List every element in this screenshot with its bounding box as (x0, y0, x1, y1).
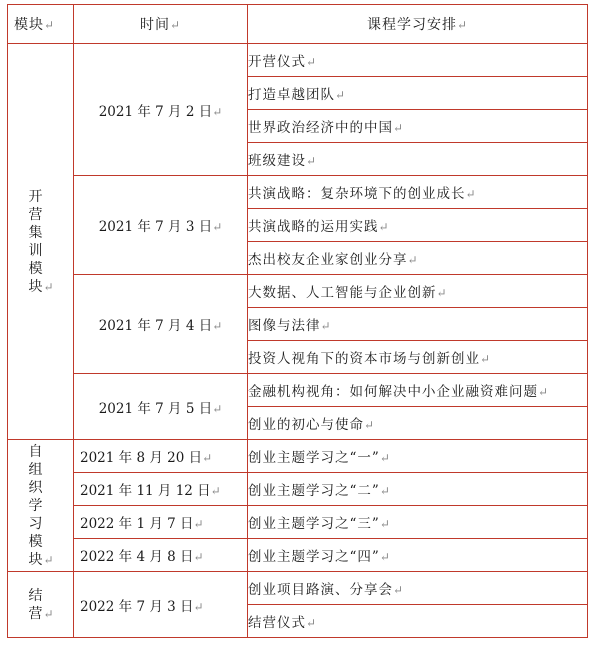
module-label: 开营集训模块 (28, 188, 43, 295)
paragraph-mark: ↵ (480, 352, 492, 366)
table-row (8, 440, 588, 473)
module-label: 自组织学习模块 (28, 443, 43, 568)
course-item-label: 创业主题学习之“三” (248, 516, 380, 532)
date-cell (74, 506, 248, 539)
course-item-label: 开营仪式 (248, 54, 306, 70)
paragraph-mark: ↵ (210, 484, 221, 498)
course-item-cell (248, 473, 588, 506)
date-label: 2022 年 1 月 7 日 (80, 516, 194, 532)
module-cell (8, 44, 74, 440)
paragraph-mark: ↵ (193, 517, 204, 531)
paragraph-mark: ↵ (306, 616, 318, 630)
course-item-label: 创业主题学习之“一” (248, 450, 380, 466)
paragraph-mark: ↵ (306, 154, 318, 168)
header-time (74, 5, 248, 44)
paragraph-mark: ↵ (193, 599, 204, 614)
header-time-label: 时间 (139, 17, 170, 33)
course-item-cell (248, 209, 588, 242)
paragraph-mark: ↵ (393, 121, 405, 135)
paragraph-mark: ↵ (202, 451, 213, 465)
table-row (8, 539, 588, 572)
paragraph-mark: ↵ (306, 55, 318, 69)
schedule-body (8, 44, 588, 638)
course-schedule-table (7, 4, 588, 638)
paragraph-mark: ↵ (364, 418, 376, 432)
course-item-label: 创业主题学习之“四” (248, 549, 380, 565)
date-cell (74, 176, 248, 275)
course-item-label: 投资人视角下的资本市场与创新创业 (248, 351, 480, 367)
course-item-label: 共演战略的运用实践 (248, 219, 379, 235)
table-row (8, 572, 588, 605)
paragraph-mark: ↵ (212, 104, 223, 119)
table-row (8, 374, 588, 407)
header-module (8, 5, 74, 44)
course-item-cell (248, 77, 588, 110)
paragraph-mark: ↵ (436, 286, 448, 300)
paragraph-mark: ↵ (379, 550, 391, 564)
paragraph-mark: ↵ (379, 451, 391, 465)
paragraph-mark: ↵ (465, 187, 477, 201)
date-label: 2022 年 7 月 3 日 (80, 598, 194, 615)
course-item-cell (248, 407, 588, 440)
module-cell (8, 440, 74, 572)
header-arrangement (248, 5, 588, 44)
date-label: 2021 年 7 月 5 日 (98, 400, 213, 417)
paragraph-mark: ↵ (393, 583, 405, 597)
date-label: 2022 年 4 月 8 日 (80, 549, 194, 565)
paragraph-mark: ↵ (43, 279, 54, 294)
paragraph-mark: ↵ (212, 220, 223, 234)
date-label: 2021 年 7 月 4 日 (98, 318, 213, 334)
course-item-label: 大数据、人工智能与企业创新 (248, 285, 437, 301)
paragraph-mark: ↵ (407, 253, 419, 267)
course-item-cell (248, 341, 588, 374)
course-item-label: 创业的初心与使命 (248, 417, 364, 433)
course-item-label: 班级建设 (248, 153, 306, 169)
date-cell (74, 473, 248, 506)
module-cell (8, 572, 74, 638)
paragraph-mark: ↵ (456, 18, 469, 32)
table-row (8, 473, 588, 506)
paragraph-mark: ↵ (538, 385, 550, 399)
course-item-label: 结营仪式 (248, 615, 306, 631)
header-module-label: 模块 (14, 17, 44, 33)
course-item-cell (248, 308, 588, 341)
course-item-label: 共演战略：复杂环境下的创业成长 (248, 186, 466, 202)
table-row (8, 176, 588, 209)
course-item-cell (248, 506, 588, 539)
course-item-label: 杰出校友企业家创业分享 (248, 252, 408, 268)
course-item-cell (248, 539, 588, 572)
paragraph-mark: ↵ (379, 517, 391, 531)
course-item-cell (248, 605, 588, 638)
course-item-cell (248, 242, 588, 275)
module-label: 结营 (28, 587, 43, 622)
course-item-cell (248, 44, 588, 77)
table-row (8, 44, 588, 77)
date-cell (74, 44, 248, 176)
course-item-label: 金融机构视角：如何解决中小企业融资难问题 (248, 384, 538, 400)
course-item-cell (248, 440, 588, 473)
course-item-cell (248, 374, 588, 407)
table-row (8, 275, 588, 308)
header-arrangement-label: 课程学习安排 (366, 17, 457, 33)
course-item-cell (248, 572, 588, 605)
course-item-cell (248, 176, 588, 209)
paragraph-mark: ↵ (379, 484, 391, 498)
date-label: 2021 年 7 月 2 日 (98, 103, 213, 120)
date-label: 2021 年 11 月 12 日 (80, 483, 211, 499)
course-item-cell (248, 143, 588, 176)
table-row (8, 506, 588, 539)
schedule-sheet (7, 4, 587, 638)
paragraph-mark: ↵ (169, 18, 182, 32)
paragraph-mark: ↵ (378, 220, 390, 234)
paragraph-mark: ↵ (335, 88, 347, 102)
course-item-label: 打造卓越团队 (248, 87, 335, 103)
course-item-label: 创业主题学习之“二” (248, 483, 380, 499)
course-item-cell (248, 275, 588, 308)
paragraph-mark: ↵ (193, 550, 204, 564)
paragraph-mark: ↵ (44, 18, 56, 32)
course-item-cell (248, 110, 588, 143)
date-label: 2021 年 8 月 20 日 (80, 450, 203, 466)
course-item-label: 世界政治经济中的中国 (248, 120, 393, 136)
paragraph-mark: ↵ (43, 552, 54, 567)
paragraph-mark: ↵ (212, 401, 223, 416)
date-label: 2021 年 7 月 3 日 (98, 219, 213, 235)
paragraph-mark: ↵ (212, 319, 223, 333)
paragraph-mark: ↵ (43, 606, 54, 621)
date-cell (74, 572, 248, 638)
course-item-label: 图像与法律 (248, 318, 321, 334)
paragraph-mark: ↵ (320, 319, 332, 333)
date-cell (74, 440, 248, 473)
course-item-label: 创业项目路演、分享会 (248, 582, 393, 598)
header-row (8, 5, 588, 44)
date-cell (74, 539, 248, 572)
date-cell (74, 275, 248, 374)
date-cell (74, 374, 248, 440)
